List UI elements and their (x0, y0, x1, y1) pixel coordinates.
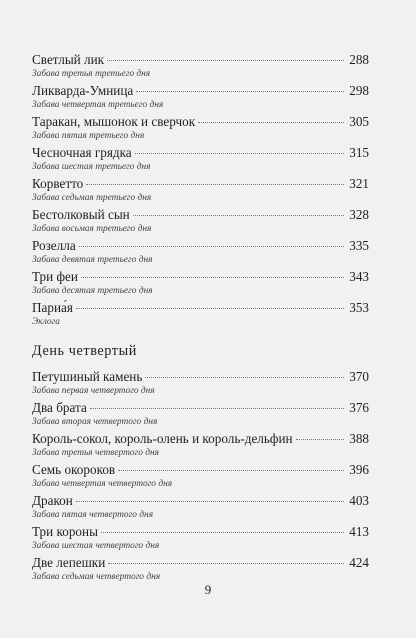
toc-entry-line (32, 555, 369, 571)
toc-entry-line (32, 400, 369, 416)
leader-dots (135, 153, 344, 154)
toc-entry-page: 315 (349, 145, 369, 160)
toc-entry (32, 207, 369, 238)
leader-dots (136, 91, 344, 92)
toc-entry-line (32, 269, 369, 285)
toc-entry-subtitle: Забава вторая четвертого дня (32, 417, 158, 427)
toc-entry-page: 335 (349, 238, 369, 253)
toc-entry (32, 400, 369, 431)
toc-entry-page: 298 (349, 83, 369, 98)
toc-entry-page: 343 (349, 269, 369, 284)
toc-entry-subtitle: Эклога (32, 317, 60, 327)
toc-entry-subtitle: Забава пятая четвертого дня (32, 510, 154, 520)
leader-dots (76, 501, 344, 502)
toc-entry-subtitle: Забава первая четвертого дня (32, 386, 155, 396)
toc-entry-subtitle: Забава десятая третьего дня (32, 286, 153, 296)
toc-entry-title: Париа́я (32, 300, 73, 315)
toc-entry (32, 269, 369, 300)
toc-entry (32, 114, 369, 145)
toc-entry-title: Таракан, мышонок и сверчок (32, 114, 196, 129)
toc-entry-subtitle: Забава третья четвертого дня (32, 448, 159, 458)
toc-entry-subtitle: Забава девятая третьего дня (32, 255, 153, 265)
toc-entry-line (32, 431, 369, 447)
toc-entry-line (32, 207, 369, 223)
toc-entry-page: 376 (349, 400, 369, 415)
toc-entry-title: Чесночная грядка (32, 145, 132, 160)
toc-entry-subtitle: Забава пятая третьего дня (32, 131, 145, 141)
toc-entry-subtitle: Забава четвертая четвертого дня (32, 479, 173, 489)
toc-entry (32, 83, 369, 114)
toc-entry-subtitle: Забава шестая четвертого дня (32, 541, 160, 551)
toc-entry (32, 431, 369, 462)
leader-dots (133, 215, 344, 216)
toc-entry-line (32, 238, 369, 254)
leader-dots (76, 308, 344, 309)
toc-entry-line (32, 369, 369, 385)
leader-dots (107, 60, 344, 61)
leader-dots (81, 277, 344, 278)
toc-entry (32, 238, 369, 269)
toc-entry-line (32, 176, 369, 192)
toc-entry-title: Розелла (32, 238, 76, 253)
toc-entry-page: 413 (349, 524, 369, 539)
toc-entry-title: Семь окороков (32, 462, 116, 477)
leader-dots (118, 470, 344, 471)
toc-entry-page: 305 (349, 114, 369, 129)
toc-entry-line (32, 83, 369, 99)
toc-entry-line (32, 114, 369, 130)
toc-entry-page: 321 (349, 176, 369, 191)
section-heading: День четвертый (32, 343, 137, 359)
toc-entry-line (32, 493, 369, 509)
toc-entry-line (32, 52, 369, 68)
day-four-entries (32, 369, 369, 586)
toc-entry-line (32, 145, 369, 161)
page-number: 9 (204, 582, 212, 597)
toc-entry-page: 396 (349, 462, 369, 477)
toc-entry-line (32, 462, 369, 478)
toc-entry-page: 353 (349, 300, 369, 315)
leader-dots (108, 563, 344, 564)
toc-entry (32, 300, 369, 331)
toc-entry (32, 462, 369, 493)
toc-entry-page: 328 (349, 207, 369, 222)
toc-entry (32, 493, 369, 524)
toc-entry (32, 369, 369, 400)
toc-entry (32, 145, 369, 176)
toc-entry-page: 424 (349, 555, 369, 570)
toc-entry-title: Два брата (32, 400, 87, 415)
toc-entry-page: 288 (349, 52, 369, 67)
leader-dots (79, 246, 344, 247)
leader-dots (296, 439, 344, 440)
leader-dots (198, 122, 344, 123)
day-three-entries (32, 52, 369, 331)
toc-entry-subtitle: Забава четвертая третьего дня (32, 100, 164, 110)
toc-entry-title: Корветто (32, 176, 84, 191)
table-of-contents (32, 52, 369, 586)
toc-entry-title: Три короны (32, 524, 98, 539)
toc-entry-subtitle: Забава третья третьего дня (32, 69, 151, 79)
toc-entry (32, 524, 369, 555)
toc-entry (32, 176, 369, 207)
toc-entry-title: Светлый лик (32, 52, 105, 67)
toc-entry-subtitle: Забава восьмая третьего дня (32, 224, 152, 234)
toc-entry-subtitle: Забава седьмая третьего дня (32, 193, 152, 203)
toc-entry-title: Две лепешки (32, 555, 106, 570)
toc-entry-title: Дракон (32, 493, 73, 508)
leader-dots (145, 377, 344, 378)
toc-entry-line (32, 524, 369, 540)
toc-entry-title: Три феи (32, 269, 78, 284)
toc-entry (32, 52, 369, 83)
toc-entry-line (32, 300, 369, 316)
toc-entry-title: Бестолковый сын (32, 207, 130, 222)
toc-entry-title: Ликварда-Умница (32, 83, 134, 98)
toc-entry-page: 403 (349, 493, 369, 508)
toc-entry-page: 388 (349, 431, 369, 446)
leader-dots (90, 408, 344, 409)
leader-dots (101, 532, 344, 533)
toc-entry-subtitle: Забава седьмая четвертого дня (32, 572, 161, 582)
leader-dots (86, 184, 344, 185)
toc-entry-subtitle: Забава шестая третьего дня (32, 162, 151, 172)
toc-entry-page: 370 (349, 369, 369, 384)
toc-entry-title: Петушиный камень (32, 369, 143, 384)
toc-entry-title: Король-сокол, король-олень и король-дельфин (32, 431, 293, 446)
